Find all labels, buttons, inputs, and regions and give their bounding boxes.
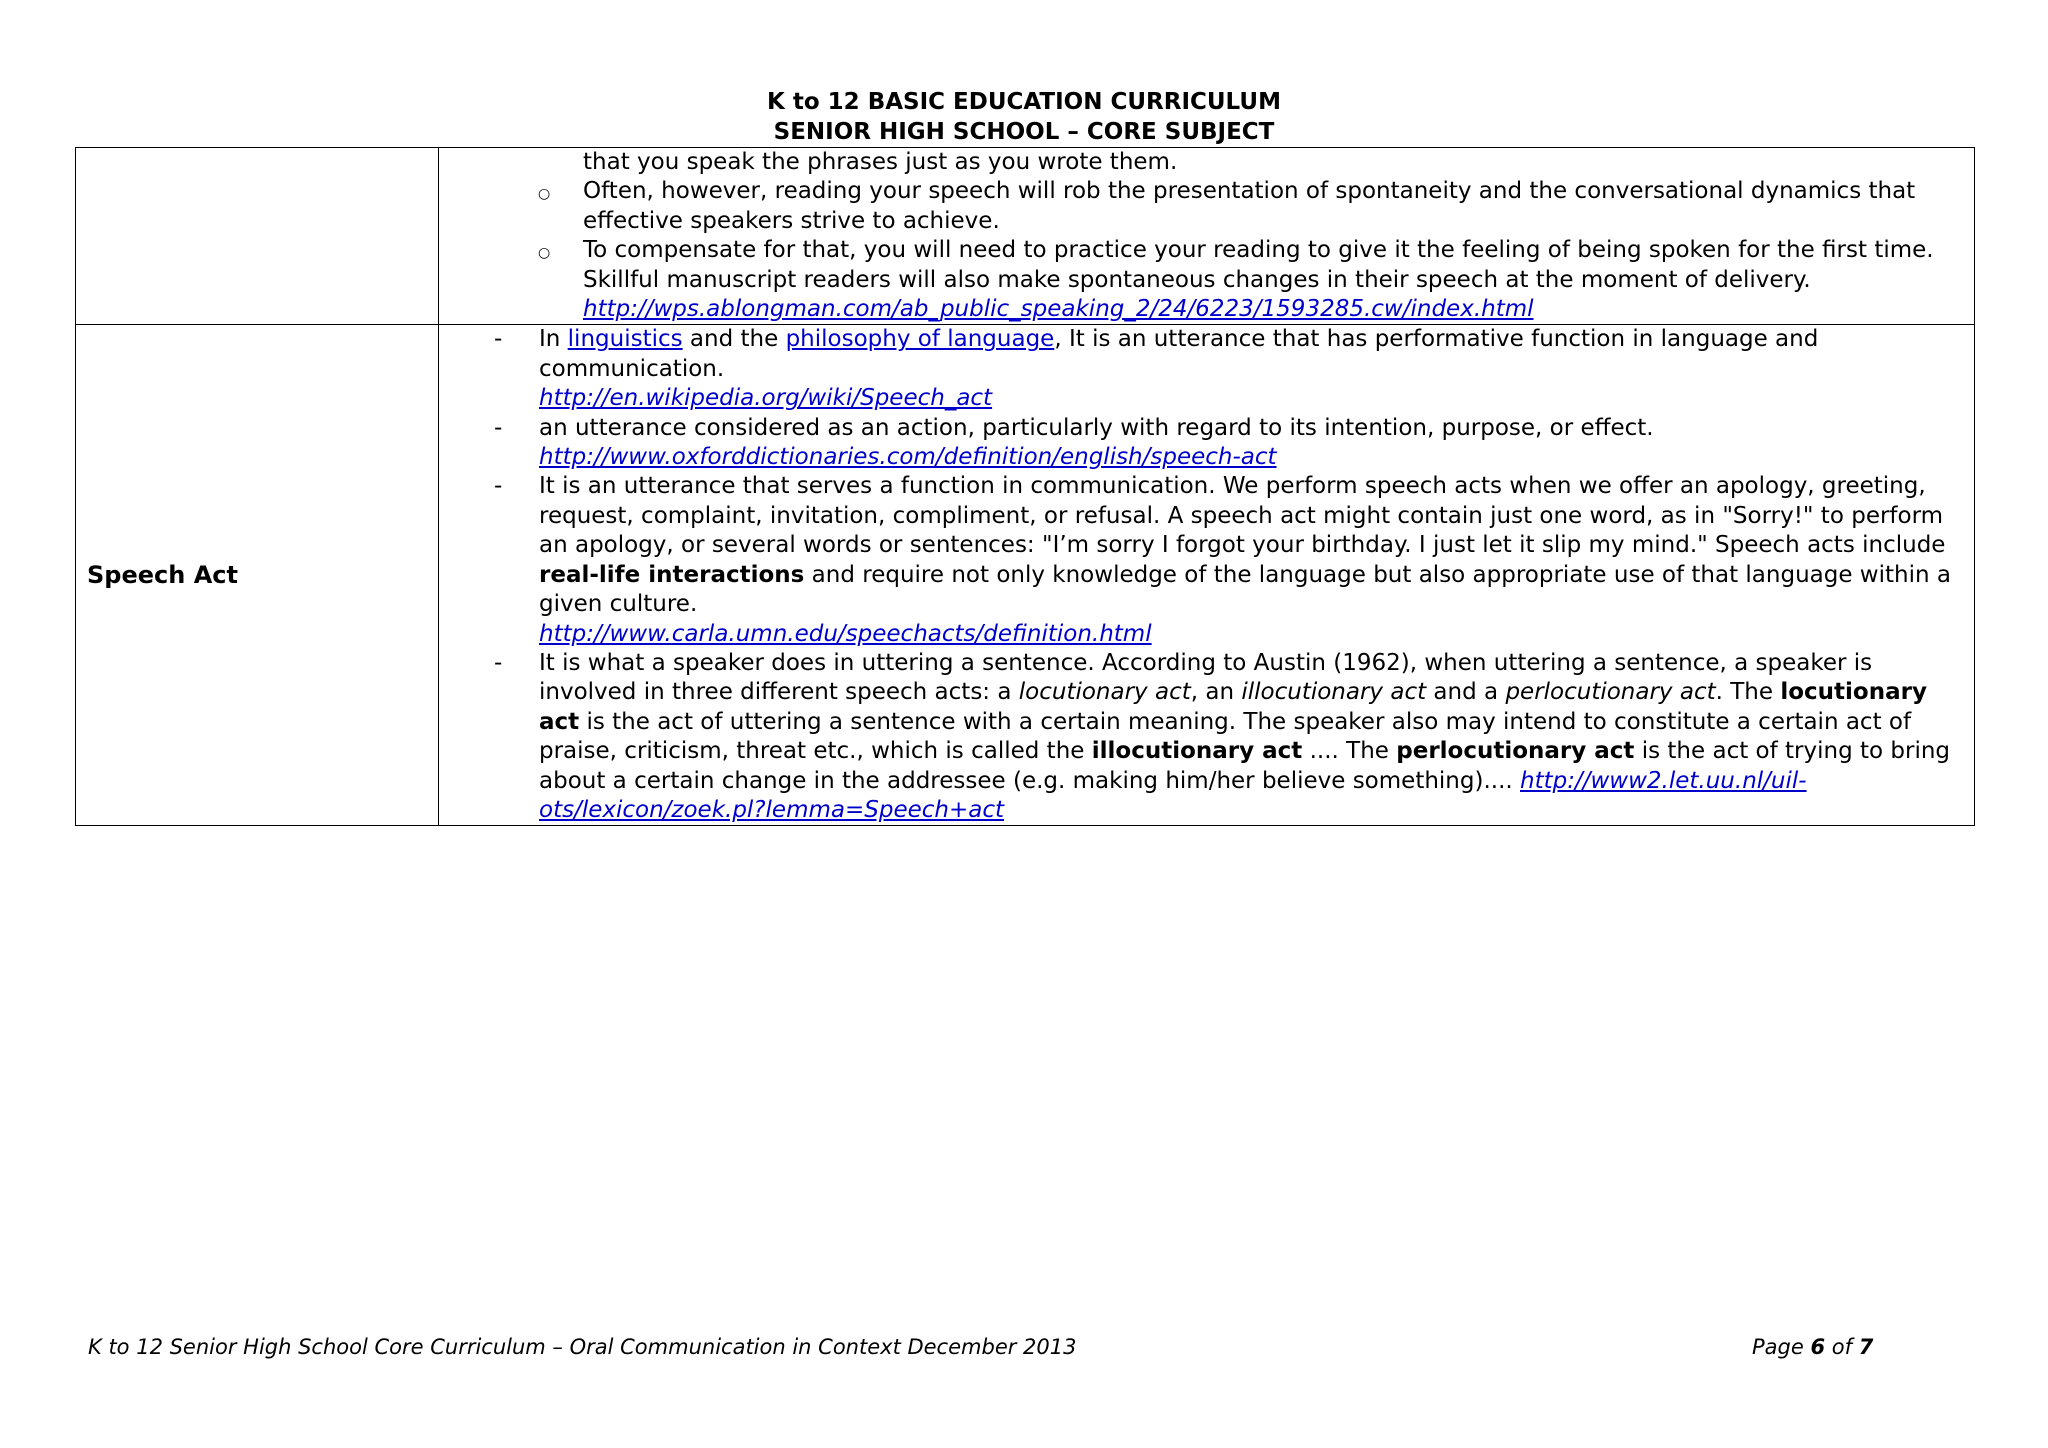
of-label: of xyxy=(1825,1335,1859,1359)
definition-item xyxy=(539,472,1974,648)
definition-text: . The xyxy=(1715,679,1781,706)
term-speech-act: Speech Act xyxy=(76,325,439,826)
definition-text: , an xyxy=(1190,679,1242,706)
ablongman-link[interactable]: http://wps.ablongman.com/ab_public_speaking_2/24/6223/1593285.cw/index.html xyxy=(583,296,1534,323)
definition-text: , It is an utterance that has performative function in language and communication. xyxy=(539,326,1819,382)
header-title: K to 12 BASIC EDUCATION CURRICULUM xyxy=(767,89,1281,115)
bold-term: perlocutionary act xyxy=(1396,738,1635,765)
definition-item xyxy=(539,414,1974,473)
philosophy-of-language-link[interactable]: philosophy of language xyxy=(785,326,1055,353)
list-item xyxy=(583,236,1974,324)
list-item: that you speak the phrases just as you wrote them. xyxy=(583,149,1178,175)
italic-term: perlocutionary act xyxy=(1505,679,1716,706)
definition-text: is the act of trying to bring about a certain change in the addressee (e.g. making him/her believe something).... xyxy=(539,738,1951,794)
definition-text: and require not only knowledge of the language but also appropriate use of that language within a given culture. xyxy=(539,561,1951,618)
page-label: Page xyxy=(1752,1335,1811,1359)
list-item: ○ Often, however, reading your speech will rob the presentation of spontaneity and the conversational dynamics that effective speakers strive to achieve. xyxy=(583,177,1974,236)
carla-umn-link[interactable]: http://www.carla.umn.edu/speechacts/definition.html xyxy=(539,620,1152,647)
oxford-dictionaries-link[interactable]: http://www.oxforddictionaries.com/definition/english/speech-act xyxy=(539,444,1277,471)
bold-term: illocutionary act xyxy=(1091,738,1303,765)
definition-text: It is what a speaker does in uttering a sentence. According to Austin (1962), when uttering a sentence, a speaker is involved in three different speech acts: a xyxy=(539,649,1873,706)
current-page: 6 xyxy=(1810,1335,1826,1359)
total-pages: 7 xyxy=(1858,1335,1874,1359)
definition-text: It is an utterance that serves a function in communication. We perform speech acts when we offer an apology, greeting, request, complaint, invitation, compliment, or refusal. A speech act might contain just one word, as in "Sorry!" to perform an apology, or several words or sentences: "I’m sorry I forgot your birthday. I just let it slip my mind." Speech acts include xyxy=(539,473,1946,559)
bold-term: locutionary act xyxy=(539,679,1927,735)
footer-document-title: K to 12 Senior High School Core Curriculum – Oral Communication in Context December 2013 xyxy=(88,1335,1077,1359)
definition-text: and a xyxy=(1426,679,1506,706)
speech-act-definitions xyxy=(439,325,1974,825)
definition-text: .... The xyxy=(1302,738,1397,765)
table-row-speech-act xyxy=(76,325,1975,826)
uu-lexicon-link[interactable]: http://www2.let.uu.nl/uil-ots/lexicon/zoek.pl?lemma=Speech+act xyxy=(539,767,1807,823)
definition-text: is the act of uttering a sentence with a certain meaning. The speaker also may intend to constitute a certain act of praise, criticism, threat etc., which is called the xyxy=(539,708,1912,765)
definition-cell-manuscript xyxy=(439,148,1975,325)
definition-item xyxy=(539,649,1974,825)
header-subtitle: SENIOR HIGH SCHOOL – CORE SUBJECT xyxy=(773,119,1275,145)
curriculum-table xyxy=(75,147,1975,826)
list-item-text: To compensate for that, you will need to practice your reading to give it the feeling of being spoken for the first time. Skillful manuscript readers will also make spontaneous changes in their speech at the moment of delivery. xyxy=(583,237,1934,293)
definition-text: and the xyxy=(682,326,786,353)
manuscript-list xyxy=(439,148,1974,324)
definition-cell-speech-act xyxy=(439,325,1975,826)
definition-text: In xyxy=(539,326,568,353)
wikipedia-link[interactable]: http://en.wikipedia.org/wiki/Speech_act xyxy=(539,385,993,412)
linguistics-link[interactable]: linguistics xyxy=(567,326,683,353)
page-number xyxy=(1752,1335,1873,1359)
definition-item xyxy=(539,325,1974,413)
definition-text: an utterance considered as an action, particularly with regard to its intention, purpose, or effect. xyxy=(539,414,1654,441)
term-cell-empty xyxy=(76,148,439,325)
bold-term: real-life interactions xyxy=(539,561,805,588)
italic-term: illocutionary act xyxy=(1241,679,1427,706)
table-row-manuscript xyxy=(76,148,1975,325)
italic-term: locutionary act xyxy=(1018,679,1191,706)
